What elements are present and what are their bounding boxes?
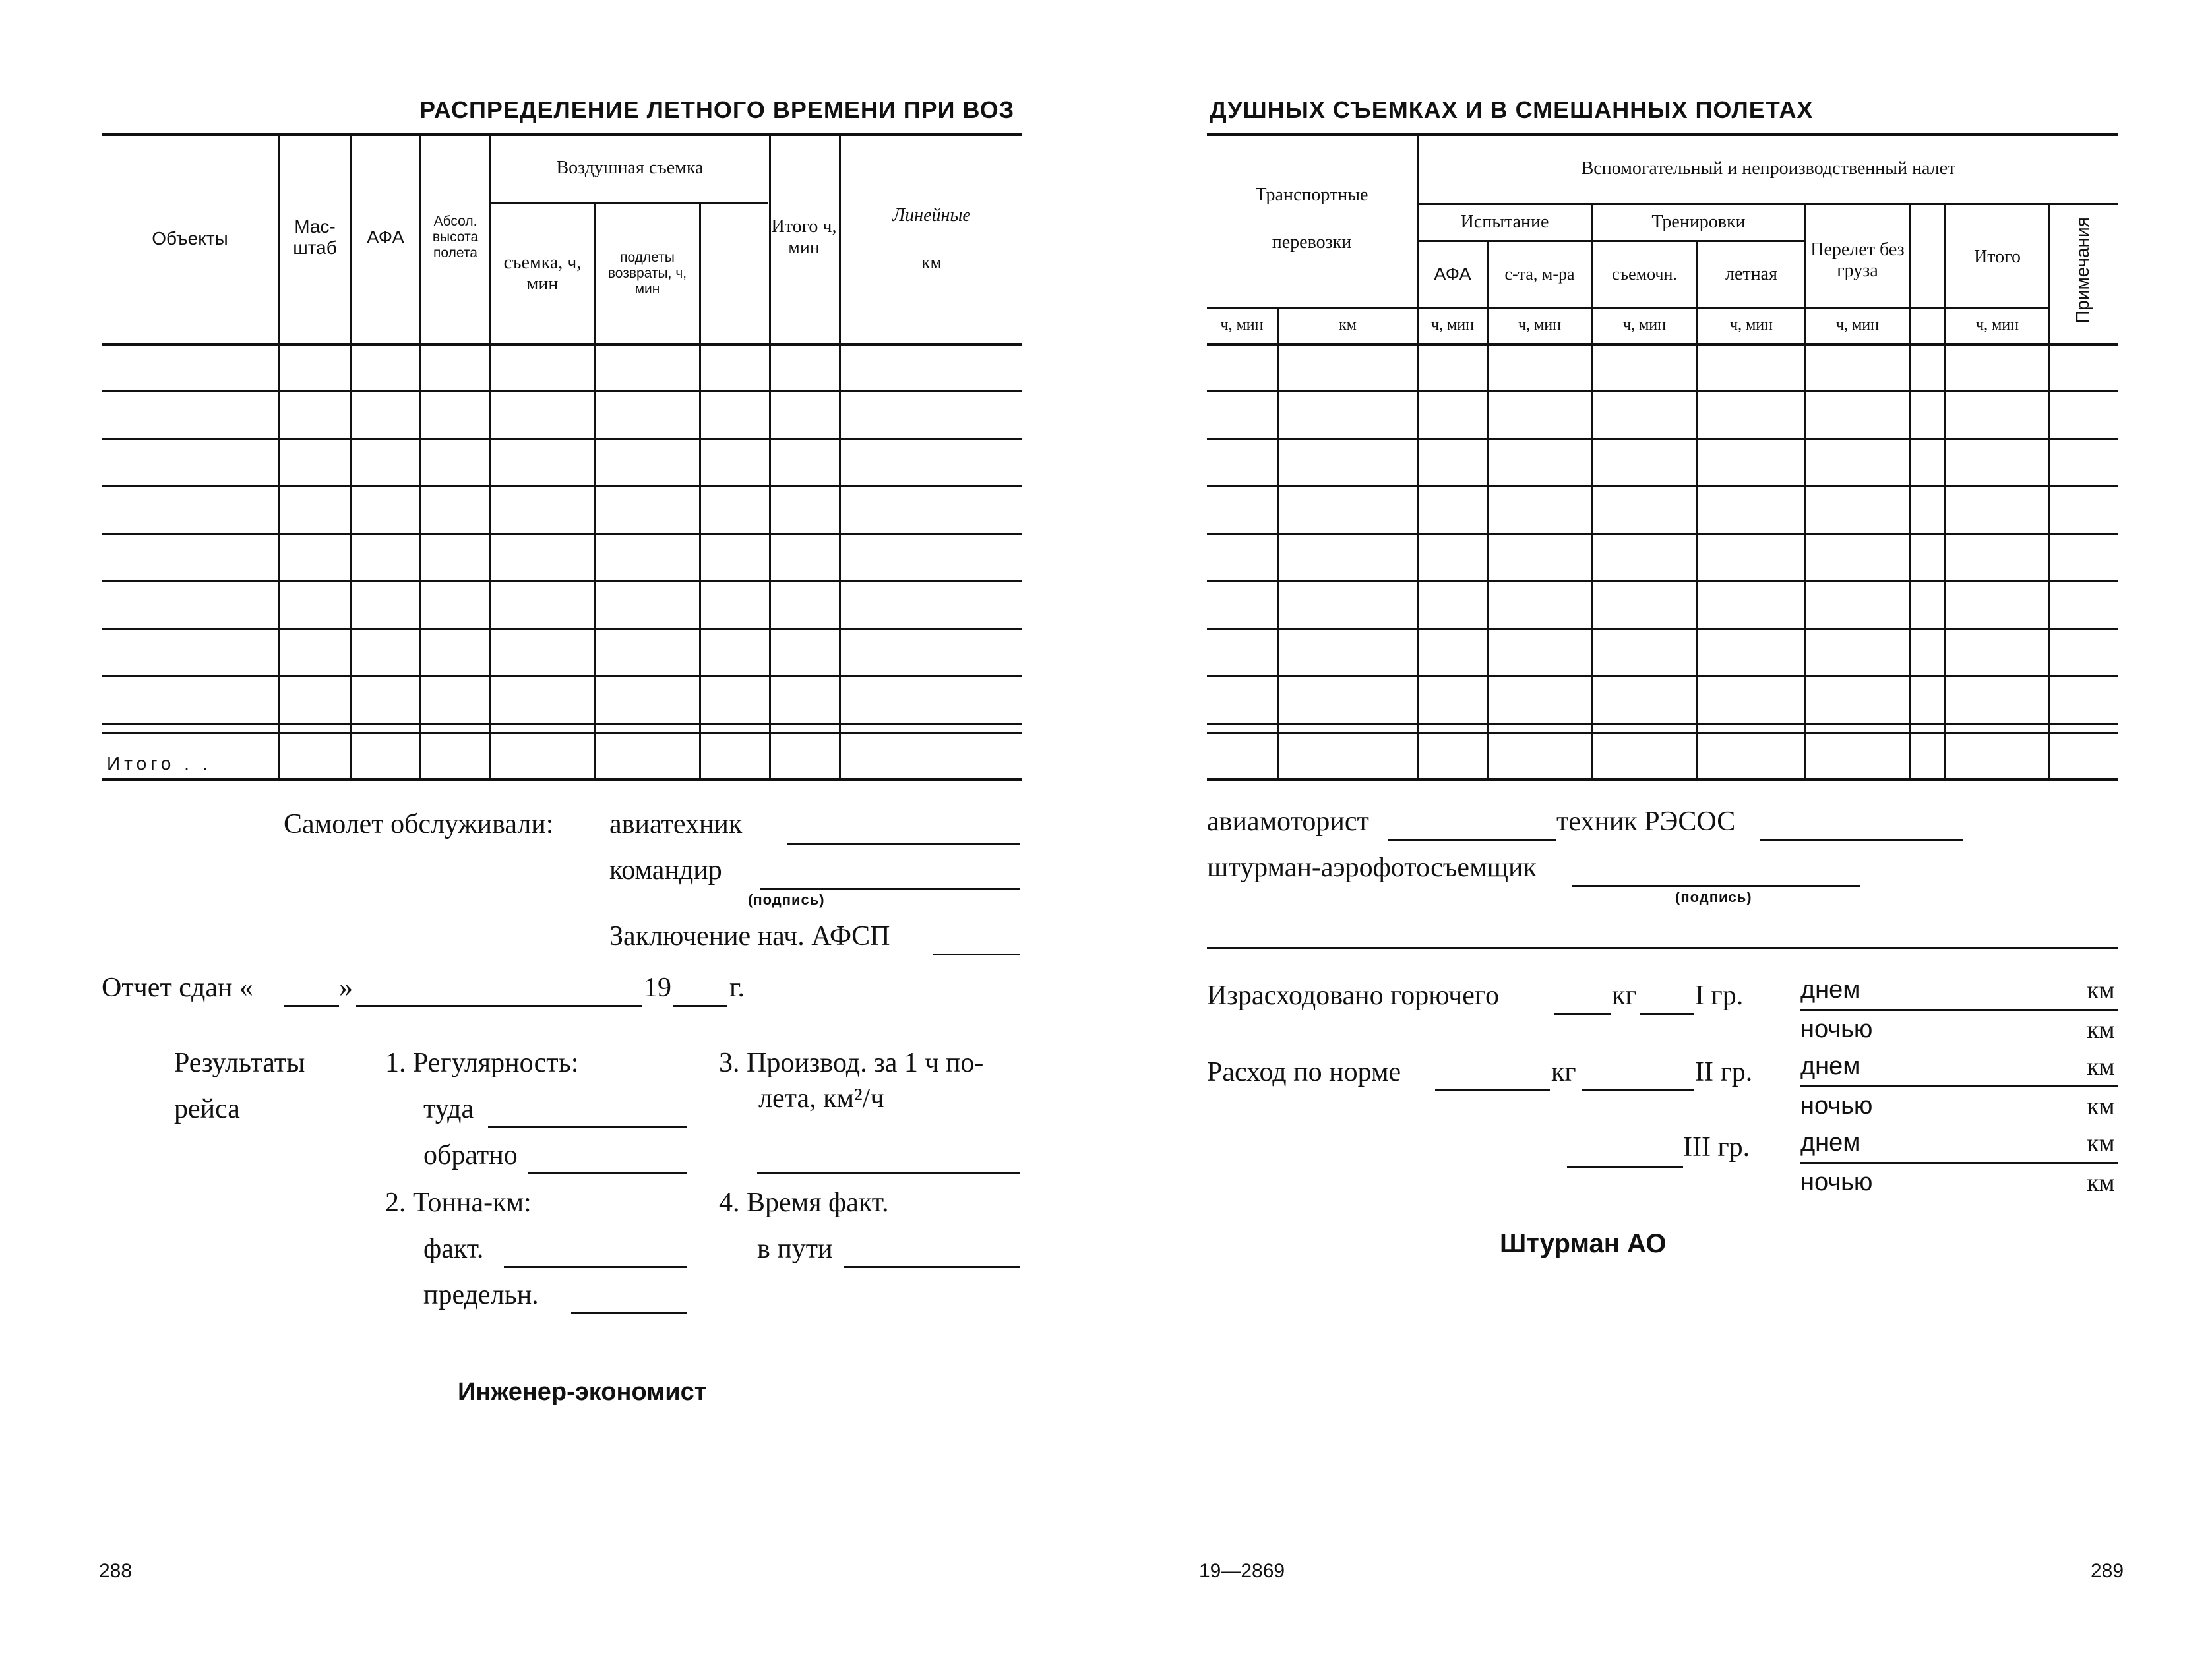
group1-label: I гр. xyxy=(1695,981,1744,1011)
ferry-header: Перелет без груза xyxy=(1810,239,1905,281)
aviatechnician-line[interactable] xyxy=(787,843,1020,845)
there-label: туда xyxy=(423,1094,474,1124)
report-year-line[interactable] xyxy=(673,1005,727,1007)
unit-station-hm: ч, мин xyxy=(1518,317,1561,334)
group-aerial: Воздушная съемка xyxy=(556,157,704,178)
conclusion-label: Заключение нач. АФСП xyxy=(609,921,890,952)
gr2-day-km: км xyxy=(2087,1053,2115,1081)
divider-line xyxy=(1207,947,2118,949)
technician-line[interactable] xyxy=(1760,839,1963,841)
gr1-night: ночью xyxy=(1800,1015,1873,1043)
norm-gr2-line[interactable] xyxy=(1582,1089,1694,1091)
page-number-left: 288 xyxy=(99,1560,133,1582)
unit-transport-km: км xyxy=(1339,317,1357,334)
fact-line[interactable] xyxy=(504,1266,687,1268)
total-header: Итого xyxy=(1974,246,2021,267)
technician-label: техник РЭСОС xyxy=(1556,806,1736,837)
auxiliary-header: Вспомогательный и непроизводственный налет xyxy=(1581,158,1956,179)
sub-station: с-та, м-ра xyxy=(1504,264,1575,284)
productivity-line[interactable] xyxy=(757,1172,1020,1174)
group2-label: II гр. xyxy=(1695,1057,1753,1087)
gr2-day: днем xyxy=(1800,1052,1860,1080)
report-month-line[interactable] xyxy=(356,1005,642,1007)
gr2-night-km: км xyxy=(2087,1093,2115,1120)
col-scale: Мас-штаб xyxy=(293,216,337,258)
transport-line1: Транспортные xyxy=(1255,184,1368,205)
navigator-line[interactable] xyxy=(1572,885,1860,887)
unit-total-hm: ч, мин xyxy=(1976,317,2019,334)
in-transit-line[interactable] xyxy=(844,1266,1020,1268)
col-total: Итого ч, мин xyxy=(771,216,837,258)
norm-kg: кг xyxy=(1551,1057,1576,1087)
fuel-spent-line[interactable] xyxy=(1554,1013,1611,1015)
center-code: 19—2869 xyxy=(1199,1560,1285,1582)
group3-label: III гр. xyxy=(1683,1132,1750,1163)
norm-line[interactable] xyxy=(1435,1089,1550,1091)
gr1-day: днем xyxy=(1800,976,1860,1004)
total-row-label: Итого . . xyxy=(107,753,212,773)
gr3-line[interactable] xyxy=(1567,1166,1683,1168)
fuel-spent-kg: кг xyxy=(1612,981,1637,1011)
sub-flight: летная xyxy=(1725,263,1777,284)
unit-transport-hm: ч, мин xyxy=(1220,317,1264,334)
training-header: Тренировки xyxy=(1651,211,1746,232)
gr3-night: ночью xyxy=(1800,1168,1873,1196)
signer-engineer: Инженер-экономист xyxy=(458,1378,707,1406)
item2-tonne-km: 2. Тонна-км: xyxy=(385,1188,532,1218)
report-handed-label: Отчет сдан « xyxy=(102,973,253,1003)
signature-note-left: (подпись) xyxy=(748,892,825,908)
gr3-day-km: км xyxy=(2087,1130,2115,1157)
navigator-label: штурман-аэрофотосъемщик xyxy=(1207,853,1537,883)
aviatechnician-label: авиатехник xyxy=(609,809,743,839)
left-heading: РАСПРЕДЕЛЕНИЕ ЛЕТНОГО ВРЕМЕНИ ПРИ ВОЗ xyxy=(419,96,1015,123)
col-linear: Линейные xyxy=(892,204,971,226)
sub-afa: АФА xyxy=(1433,263,1472,284)
fuel-gr1-line[interactable] xyxy=(1640,1013,1694,1015)
signer-navigator: Штурман АО xyxy=(1500,1229,1667,1258)
gr3-night-km: км xyxy=(2087,1169,2115,1197)
unit-afa-hm: ч, мин xyxy=(1431,317,1474,334)
col-objects: Объекты xyxy=(152,227,228,249)
aviamotorist-label: авиамоторист xyxy=(1207,806,1369,837)
notes-header: Примечания xyxy=(2072,217,2093,324)
commander-label: командир xyxy=(609,855,722,886)
fuel-spent-label: Израсходовано горючего xyxy=(1207,981,1500,1011)
transport-line2: перевозки xyxy=(1272,231,1352,253)
sub-shooting: съемка, ч, мин xyxy=(503,252,582,294)
signature-note-right: (подпись) xyxy=(1675,889,1752,905)
right-heading: ДУШНЫХ СЪЕМКАХ И В СМЕШАННЫХ ПОЛЕТАХ xyxy=(1210,96,1814,123)
gr2-day-line[interactable] xyxy=(1800,1085,2118,1087)
gr2-night: ночью xyxy=(1800,1092,1873,1120)
testing-header: Испытание xyxy=(1460,211,1549,232)
norm-label: Расход по норме xyxy=(1207,1057,1401,1087)
gr1-night-km: км xyxy=(2087,1016,2115,1044)
aviamotorist-line[interactable] xyxy=(1388,839,1556,841)
results-label-2: рейса xyxy=(174,1094,240,1124)
col-linear-unit: км xyxy=(921,252,942,273)
report-quote-close: » xyxy=(339,973,353,1003)
item4-time: 4. Время факт. xyxy=(719,1188,889,1218)
gr3-day-line[interactable] xyxy=(1800,1162,2118,1164)
col-afa: АФА xyxy=(366,226,405,247)
served-label: Самолет обслуживали: xyxy=(284,809,554,839)
fact-label: факт. xyxy=(423,1234,484,1264)
unit-shooting-hm: ч, мин xyxy=(1623,317,1666,334)
limit-line[interactable] xyxy=(571,1312,687,1314)
there-line[interactable] xyxy=(488,1126,687,1128)
unit-ferry-hm: ч, мин xyxy=(1836,317,1879,334)
back-label: обратно xyxy=(423,1140,518,1170)
unit-flight-hm: ч, мин xyxy=(1730,317,1773,334)
page-number-right: 289 xyxy=(2091,1560,2124,1582)
back-line[interactable] xyxy=(528,1172,687,1174)
gr1-day-km: км xyxy=(2087,977,2115,1004)
conclusion-line[interactable] xyxy=(933,954,1020,955)
commander-line[interactable] xyxy=(760,888,1020,890)
gr3-day: днем xyxy=(1800,1129,1860,1157)
item3-line1: 3. Производ. за 1 ч по- xyxy=(719,1048,984,1078)
item1-regularity: 1. Регулярность: xyxy=(385,1048,579,1078)
gr1-day-line[interactable] xyxy=(1800,1009,2118,1011)
limit-label: предельн. xyxy=(423,1280,539,1310)
results-label-1: Результаты xyxy=(174,1048,305,1078)
report-year-suffix: г. xyxy=(729,973,745,1003)
in-transit-label: в пути xyxy=(757,1234,833,1264)
col-altitude: Абсол. высота полета xyxy=(432,213,479,261)
item3-line2: лета, км²/ч xyxy=(758,1083,884,1114)
report-day-line[interactable] xyxy=(284,1005,339,1007)
sub-shooting-training: съемочн. xyxy=(1612,264,1677,284)
sub-approaches: подлеты возвраты, ч, мин xyxy=(607,249,687,297)
report-year-prefix: 19 xyxy=(644,973,671,1003)
